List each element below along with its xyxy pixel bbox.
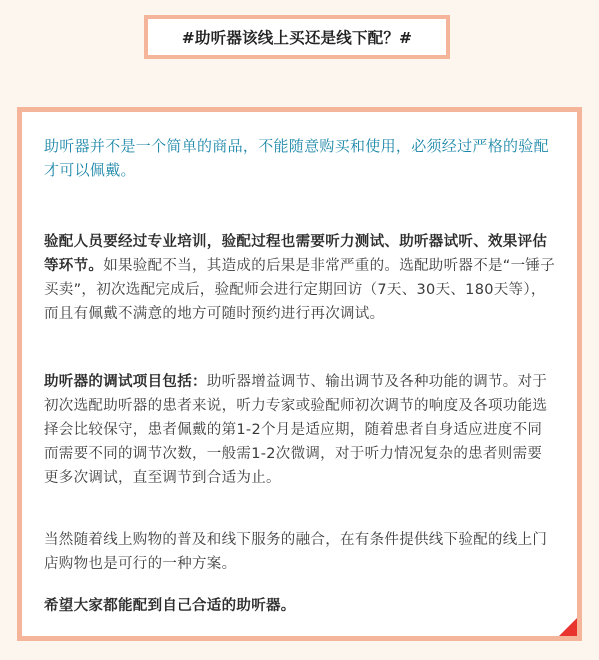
paragraph-closing-wish: 希望大家都能配到自己合适的助听器。 xyxy=(44,598,296,614)
paragraph-fitting-process xyxy=(44,230,556,326)
page-title: #助听器该线上买还是线下配？# xyxy=(181,29,413,47)
paragraph-fitting-process-lead: 验配人员要经过专业培训，验配过程也需要听力测试、助听器试听、效果评估等环节。 xyxy=(44,234,548,274)
paragraph-fitting-process-body: 如果验配不当，其造成的后果是非常严重的。选配助听器不是“一锤子买卖”，初次选配完成后，验配师会进行定期回访（7天、30天、180天等），而且有佩戴不满意的地方可随时预约进行再次调试。 xyxy=(44,258,556,322)
paragraph-adjustment-items-body: 助听器增益调节、输出调节及各种功能的调节。对于初次选配助听器的患者来说，听力专家或验配师初次调节的响度及各项功能选择会比较保守，患者佩戴的第1-2个月是适应期，随着患者自身适应进度不同而需要不同的调节次数，一般需1-2次微调，对于听力情况复杂的患者则需要更多次调试，直至调节到合适为止。 xyxy=(44,374,548,486)
paragraph-adjustment-items xyxy=(44,370,556,490)
article-card xyxy=(17,107,582,641)
corner-triangle-decoration xyxy=(559,618,577,636)
paragraph-online-option: 当然随着线上购物的普及和线下服务的融合，在有条件提供线下验配的线上门店购物也是可行的一种方案。 xyxy=(44,532,548,572)
intro-paragraph: 助听器并不是一个简单的商品，不能随意购买和使用，必须经过严格的验配才可以佩戴。 xyxy=(44,137,549,179)
title-banner xyxy=(144,15,450,59)
paragraph-adjustment-items-lead: 助听器的调试项目包括： xyxy=(44,374,207,390)
